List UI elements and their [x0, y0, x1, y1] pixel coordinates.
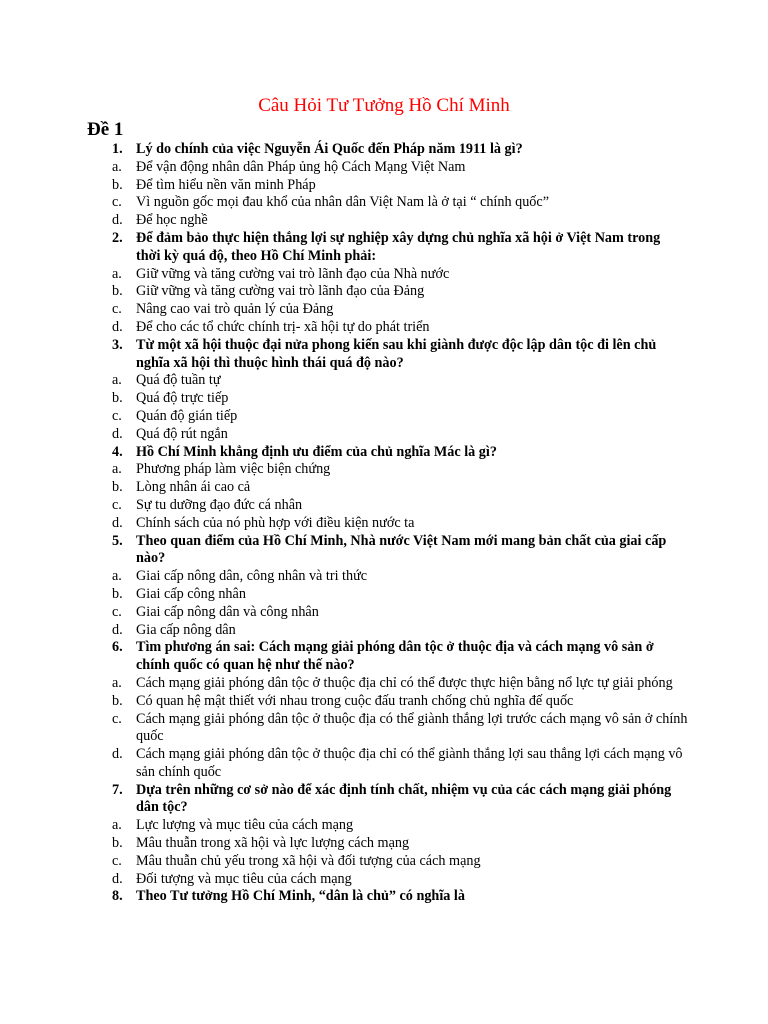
option-text: Để tìm hiểu nền văn minh Pháp — [136, 176, 316, 193]
option-letter: a. — [112, 158, 122, 175]
option-6d — [0, 746, 768, 782]
option-text: Lòng nhân ái cao cả — [136, 479, 251, 496]
option-letter: c. — [112, 852, 122, 869]
question-number: 3. — [112, 336, 123, 353]
option-text: Lực lượng và mục tiêu của cách mạng — [136, 817, 354, 834]
option-letter: d. — [112, 318, 123, 335]
option-letter: b. — [112, 390, 123, 407]
option-text: Nâng cao vai trò quản lý của Đảng — [136, 301, 334, 318]
option-1b — [0, 177, 768, 195]
option-letter: b. — [112, 692, 123, 709]
question-list — [0, 141, 768, 906]
option-letter: b. — [112, 176, 123, 193]
question-number: 8. — [112, 888, 123, 905]
option-letter: d. — [112, 870, 123, 887]
option-text: Cách mạng giải phóng dân tộc ở thuộc địa chỉ có thể giành thắng lợi sau thắng lợi cách mạng vô sản chính quốc — [136, 746, 683, 780]
option-3c — [0, 408, 768, 426]
option-text: Cách mạng giải phóng dân tộc ở thuộc địa có thể giành thắng lợi trước cách mạng vô sản ở chính quốc — [136, 710, 688, 745]
option-7d — [0, 871, 768, 889]
option-7b — [0, 835, 768, 853]
option-letter: b. — [112, 585, 123, 602]
option-3d — [0, 426, 768, 444]
question-text: Tìm phương án sai: Cách mạng giải phóng dân tộc ở thuộc địa và cách mạng vô sản ở chính quốc có quan hệ như thế nào? — [136, 639, 654, 674]
document-title: Câu Hỏi Tư Tưởng Hồ Chí Minh — [258, 95, 510, 116]
option-1a — [0, 159, 768, 177]
question-number: 2. — [112, 229, 123, 246]
option-letter: c. — [112, 710, 122, 727]
option-text: Giữ vững và tăng cường vai trò lãnh đạo của Nhà nước — [136, 265, 450, 282]
option-letter: c. — [112, 301, 122, 318]
option-1c — [0, 194, 768, 212]
question-number: 1. — [112, 141, 123, 157]
option-text: Quá độ trực tiếp — [136, 390, 229, 407]
option-1d — [0, 212, 768, 230]
option-5b — [0, 586, 768, 604]
option-text: Để học nghề — [136, 212, 208, 229]
option-text: Chính sách của nó phù hợp với điều kiện nước ta — [136, 514, 415, 531]
option-letter: a. — [112, 461, 122, 478]
option-letter: d. — [112, 746, 123, 763]
option-4c — [0, 497, 768, 515]
option-text: Gia cấp nông dân — [136, 621, 236, 638]
option-text: Quá độ tuần tự — [136, 372, 221, 389]
option-text: Quá độ rút ngắn — [136, 425, 228, 442]
question-text: Dựa trên những cơ sở nào để xác định tính chất, nhiệm vụ của các cách mạng giải phóng dân tộc? — [136, 781, 672, 816]
option-letter: d. — [112, 514, 123, 531]
option-text: Đối tượng và mục tiêu của cách mạng — [136, 870, 352, 887]
question-3 — [0, 337, 768, 373]
question-6 — [0, 639, 768, 675]
option-text: Giữ vững và tăng cường vai trò lãnh đạo của Đảng — [136, 283, 425, 300]
option-text: Để cho các tổ chức chính trị- xã hội tự do phát triển — [136, 318, 430, 335]
option-letter: b. — [112, 283, 123, 300]
question-text: Lý do chính của việc Nguyễn Ái Quốc đến Pháp năm 1911 là gì? — [136, 141, 523, 157]
option-5d — [0, 622, 768, 640]
option-text: Sự tu dưỡng đạo đức cá nhân — [136, 496, 303, 513]
option-7c — [0, 853, 768, 871]
option-letter: c. — [112, 194, 122, 211]
option-letter: a. — [112, 817, 122, 834]
option-4b — [0, 479, 768, 497]
option-2c — [0, 301, 768, 319]
option-6a — [0, 675, 768, 693]
option-6b — [0, 693, 768, 711]
question-text: Từ một xã hội thuộc đại nửa phong kiến sau khi giành được độc lập dân tộc đi lên chủ nghĩa xã hội thì thuộc hình thái quá độ nào? — [136, 336, 657, 371]
question-text: Hồ Chí Minh khẳng định ưu điểm của chủ nghĩa Mác là gì? — [136, 443, 497, 460]
option-text: Giai cấp nông dân và công nhân — [136, 603, 319, 620]
option-4d — [0, 515, 768, 533]
option-2b — [0, 283, 768, 301]
option-letter: d. — [112, 621, 123, 638]
option-2a — [0, 266, 768, 284]
question-number: 7. — [112, 781, 123, 798]
question-2 — [0, 230, 768, 266]
option-text: Mâu thuẫn trong xã hội và lực lượng cách mạng — [136, 835, 410, 852]
option-letter: a. — [112, 568, 122, 585]
option-letter: b. — [112, 479, 123, 496]
option-text: Giai cấp công nhân — [136, 585, 246, 602]
option-text: Quán độ gián tiếp — [136, 407, 238, 424]
question-number: 4. — [112, 443, 123, 460]
option-letter: d. — [112, 212, 123, 229]
option-7a — [0, 817, 768, 835]
question-5 — [0, 533, 768, 569]
option-letter: d. — [112, 425, 123, 442]
question-number: 6. — [112, 639, 123, 656]
question-number: 5. — [112, 532, 123, 549]
option-letter: c. — [112, 496, 122, 513]
question-4 — [0, 444, 768, 462]
question-text: Theo quan điểm của Hồ Chí Minh, Nhà nước Việt Nam mới mang bản chất của giai cấp nào? — [136, 532, 667, 567]
option-letter: b. — [112, 835, 123, 852]
question-text: Để đảm bảo thực hiện thắng lợi sự nghiệp xây dựng chủ nghĩa xã hội ở Việt Nam trong thời kỳ quá độ, theo Hồ Chí Minh phải: — [136, 229, 661, 264]
option-letter: a. — [112, 265, 122, 282]
option-3b — [0, 390, 768, 408]
option-6c — [0, 711, 768, 747]
option-text: Cách mạng giải phóng dân tộc ở thuộc địa chỉ có thể được thực hiện bằng nổ lực tự giải phóng — [136, 674, 673, 691]
option-letter: a. — [112, 372, 122, 389]
option-2d — [0, 319, 768, 337]
option-letter: c. — [112, 407, 122, 424]
option-3a — [0, 372, 768, 390]
option-text: Có quan hệ mật thiết với nhau trong cuộc đấu tranh chống chủ nghĩa đế quốc — [136, 692, 574, 709]
option-letter: a. — [112, 674, 122, 691]
question-7 — [0, 782, 768, 818]
option-letter: c. — [112, 603, 122, 620]
question-text: Theo Tư tưởng Hồ Chí Minh, “dân là chủ” có nghĩa là — [136, 888, 465, 905]
option-text: Mâu thuẫn chủ yếu trong xã hội và đối tượng của cách mạng — [136, 852, 481, 869]
option-5a — [0, 568, 768, 586]
option-text: Phương pháp làm việc biện chứng — [136, 461, 331, 478]
question-8 — [0, 888, 768, 906]
option-text: Vì nguồn gốc mọi đau khổ của nhân dân Việt Nam là ở tại “ chính quốc” — [136, 194, 549, 211]
option-4a — [0, 461, 768, 479]
question-1 — [0, 141, 768, 159]
option-text: Để vận động nhân dân Pháp ủng hộ Cách Mạng Việt Nam — [136, 158, 466, 175]
option-5c — [0, 604, 768, 622]
option-text: Giai cấp nông dân, công nhân và tri thức — [136, 568, 368, 585]
section-heading: Đề 1 — [87, 119, 124, 140]
